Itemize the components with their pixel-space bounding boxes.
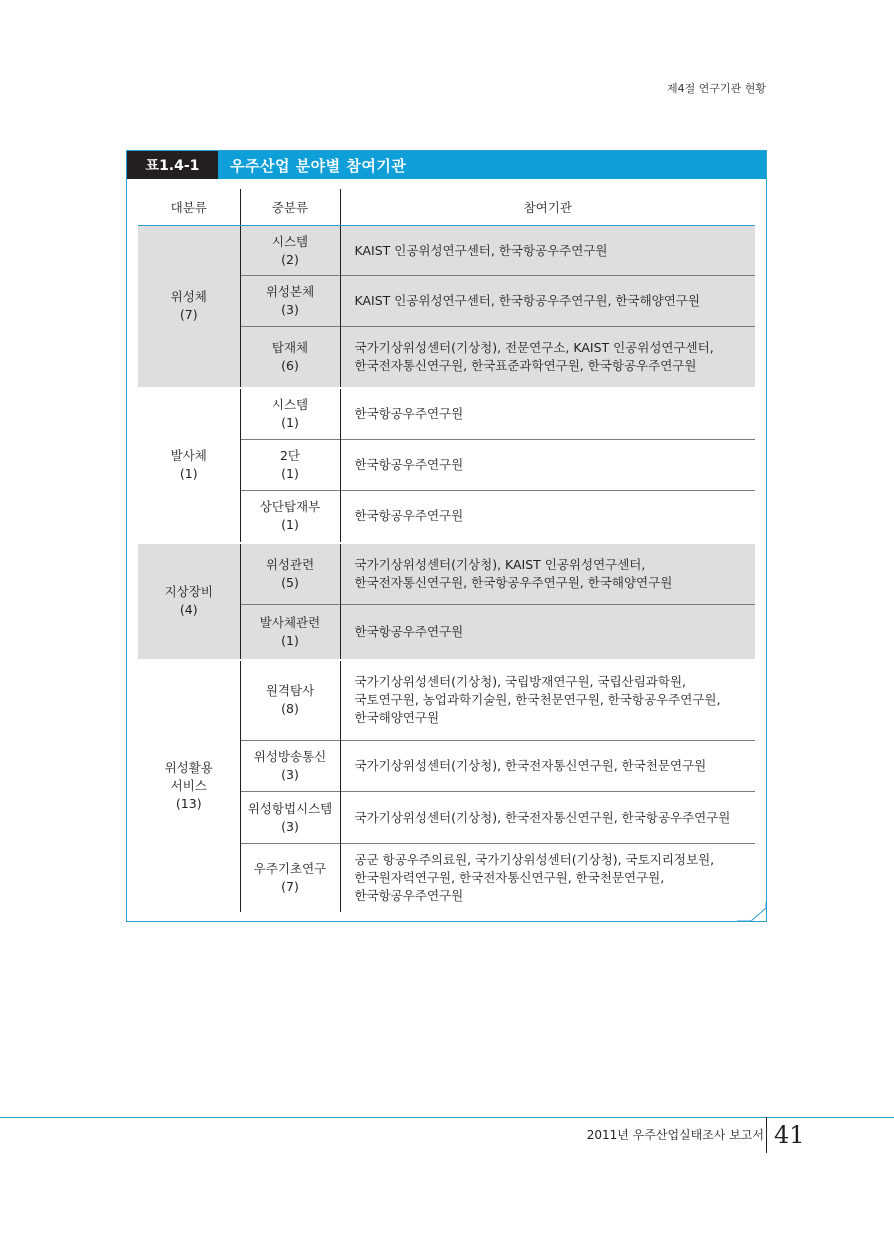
header-minor: 중분류 [240,189,340,226]
category-count: (13) [175,796,202,811]
org-line: KAIST 인공위성연구센터, 한국항공우주연구원, 한국해양연구원 [354,293,700,308]
org-line: 한국항공우주연구원 [354,887,464,903]
header-orgs: 참여기관 [340,189,755,226]
org-line: 국가기상위성센터(기상청), 전문연구소, KAIST 인공위성연구센터, [354,339,714,355]
table-label: 표1.4-1 [127,151,218,179]
category-cell [138,388,240,543]
org-cell [340,844,755,912]
subcategory-cell [240,741,340,792]
org-cell [340,543,755,605]
org-line: 한국항공우주연구원 [354,405,464,421]
org-cell [340,327,755,388]
footer-rule [0,1117,894,1118]
category-name: 서비스 [170,778,207,793]
org-line: 한국원자력연구원, 한국전자통신연구원, 한국천문연구원, [354,869,665,885]
subcategory-count: (3) [281,818,299,834]
subcategory-cell [240,327,340,388]
subcategory-count: (1) [281,466,299,481]
subcategory-count: (3) [281,767,299,782]
table-row [138,543,755,605]
subcategory-count: (7) [281,878,299,894]
subcategory-cell [240,276,340,327]
org-cell [340,605,755,660]
org-line: 한국전자통신연구원, 한국표준과학연구원, 한국항공우주연구원 [354,357,697,373]
table-row [138,660,755,741]
page-number: 41 [774,1121,805,1149]
subcategory-cell [240,660,340,741]
participants-table [138,189,755,912]
category-name: 위성체 [170,289,207,305]
footer-report-title: 2011년 우주산업실태조사 보고서 [586,1128,764,1142]
org-line: 국토연구원, 농업과학기술원, 한국천문연구원, 한국항공우주연구원, [354,692,721,708]
category-count: (7) [179,307,198,323]
org-line: 국가기상위성센터(기상청), 한국전자통신연구원, 한국천문연구원 [354,758,707,773]
subcategory-count: (2) [281,251,299,267]
table-row [138,388,755,440]
org-cell [340,792,755,844]
org-cell [340,226,755,276]
footer-divider [766,1117,767,1153]
table-title-bar [127,151,766,179]
org-line: 한국항공우주연구원 [354,508,464,524]
subcategory-count: (1) [281,517,299,533]
org-line: 국가기상위성센터(기상청), 한국전자통신연구원, 한국항공우주연구원 [354,809,731,825]
subcategory-cell [240,543,340,605]
subcategory-name: 위성방송통신 [253,749,327,764]
subcategory-cell [240,605,340,660]
org-cell [340,440,755,491]
subcategory-name: 시스템 [271,396,309,412]
table-row [138,226,755,276]
table-frame [126,150,767,922]
table-title: 우주산업 분야별 참여기관 [230,156,407,175]
subcategory-cell [240,844,340,912]
subcategory-count: (1) [281,632,299,648]
org-cell [340,660,755,741]
category-count: (4) [179,602,198,617]
org-line: 한국항공우주연구원 [354,457,464,472]
category-count: (1) [179,466,198,481]
category-name: 위성활용 [164,760,213,775]
subcategory-name: 원격탐사 [265,683,315,699]
category-cell [138,226,240,388]
org-cell [340,276,755,327]
org-cell [340,741,755,792]
subcategory-name: 발사체관련 [259,614,321,630]
subcategory-count: (6) [281,357,299,373]
subcategory-name: 위성본체 [265,284,315,299]
header-major: 대분류 [138,189,240,226]
org-cell [340,388,755,440]
subcategory-count: (3) [281,302,299,317]
subcategory-cell [240,491,340,543]
subcategory-name: 위성관련 [265,556,315,572]
subcategory-cell [240,440,340,491]
subcategory-name: 2단 [279,448,301,463]
subcategory-name: 탑재체 [271,339,309,355]
subcategory-name: 위성항법시스템 [247,800,333,816]
subcategory-cell [240,226,340,276]
subcategory-count: (5) [281,574,299,590]
org-line: KAIST 인공위성연구센터, 한국항공우주연구원 [354,242,608,258]
subcategory-count: (8) [281,701,299,717]
subcategory-count: (1) [281,414,299,430]
org-cell [340,491,755,543]
subcategory-name: 시스템 [271,233,309,249]
subcategory-name: 우주기초연구 [253,860,327,876]
category-name: 지상장비 [164,584,213,599]
subcategory-cell [240,792,340,844]
org-line: 한국전자통신연구원, 한국항공우주연구원, 한국해양연구원 [354,574,673,590]
org-line: 한국항공우주연구원 [354,623,464,639]
category-name: 발사체 [170,448,207,463]
frame-corner-decoration [737,902,767,922]
org-line: 한국해양연구원 [354,710,440,726]
category-cell [138,543,240,660]
org-line: 국가기상위성센터(기상청), 국립방재연구원, 국립산림과학원, [354,674,686,690]
category-cell [138,660,240,912]
org-line: 국가기상위성센터(기상청), KAIST 인공위성연구센터, [354,556,646,572]
subcategory-name: 상단탑재부 [259,499,321,515]
org-line: 공군 항공우주의료원, 국가기상위성센터(기상청), 국토지리정보원, [354,851,715,867]
running-head: 제4절 연구기관 현황 [667,82,766,95]
subcategory-cell [240,388,340,440]
